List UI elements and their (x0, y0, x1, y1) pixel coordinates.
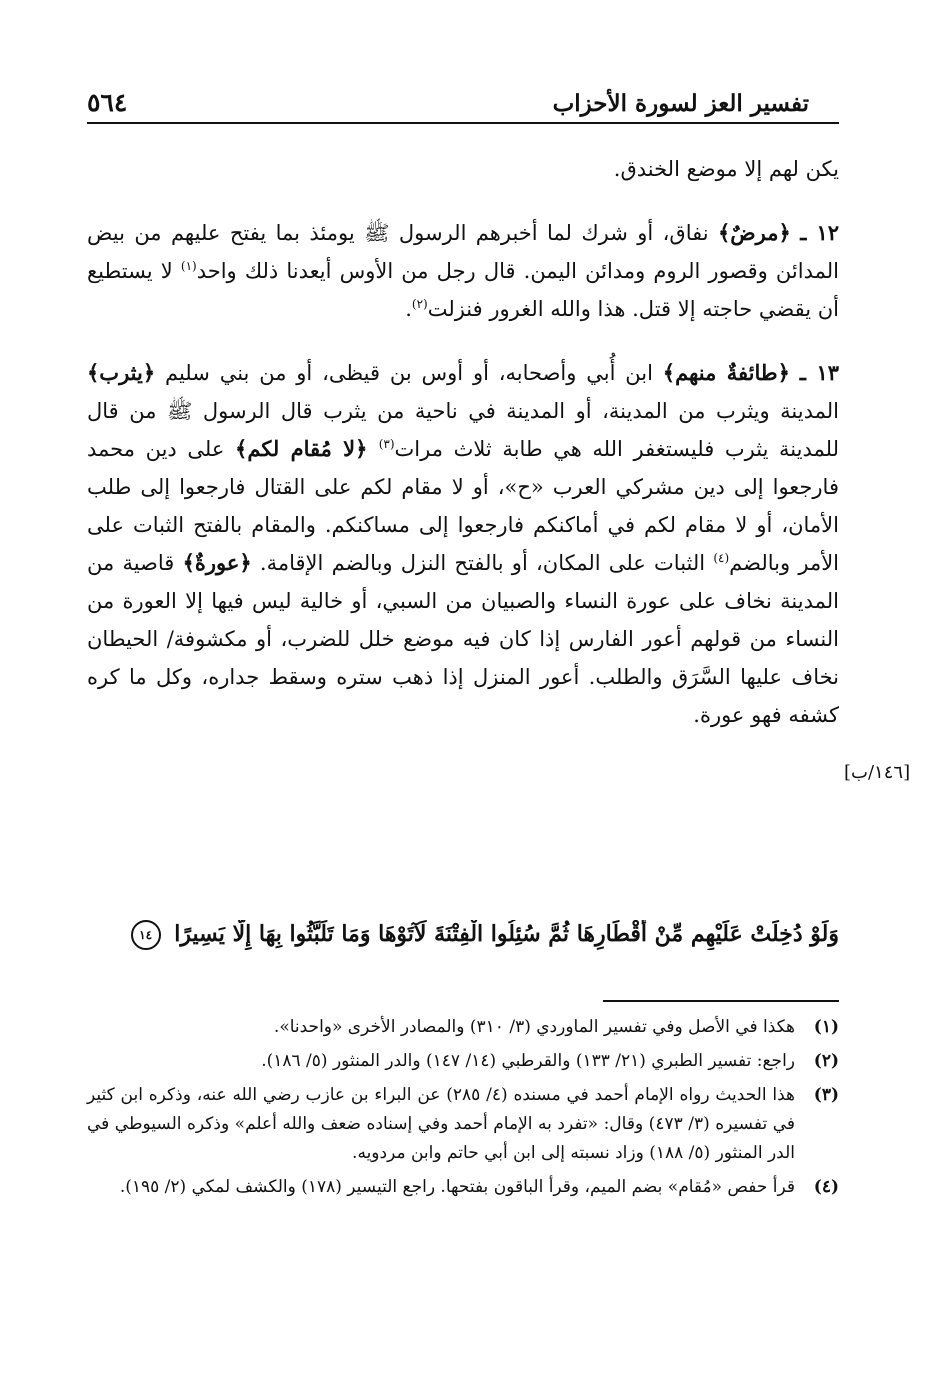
page-header (87, 84, 839, 124)
keyword-yathrib: ﴿يثرب﴾ (87, 360, 156, 385)
footnote-ref-1[interactable]: (١) (180, 259, 197, 273)
verse-number-mark: ١٤ (131, 920, 161, 950)
body-text (87, 150, 839, 734)
footnote-ref-3[interactable]: (٣) (378, 437, 395, 451)
paragraph-text: المدينة ويثرب من المدينة، أو المدينة في ناحية من يثرب قال الرسول ﷺ من قال للمدينة يثرب فليستغفر الله هي طابة ثلاث مرات (87, 399, 840, 461)
footnote-4 (87, 1173, 839, 1202)
paragraph-text: لا يستطيع أن يقضي حاجته إلا قتل. هذا والله الغرور فنزلت (87, 259, 839, 321)
quran-verse (87, 920, 839, 950)
footnote-separator (603, 1000, 839, 1002)
footnote-number: (٣) (813, 1085, 839, 1105)
paragraph-text: ابن أُبي وأصحابه، أو أوس بن قيظى، أو من بني سليم (155, 361, 663, 385)
keyword-taifa: ﴿طائفةٌ منهم﴾ (662, 360, 790, 385)
keyword-awra: ﴿عورةٌ﴾ (182, 550, 252, 575)
paragraph-text: نفاق، أو شرك لما أخبرهم الرسول ﷺ يومئذ بما يفتح عليهم من بيض المدائن وقصور الروم ومدائن اليمن. قال رجل من الأوس أيعدنا ذلك واحد (87, 221, 839, 283)
paragraph-13 (87, 354, 839, 734)
footnote-2 (87, 1047, 839, 1076)
page-number: ٥٦٤ (87, 88, 128, 117)
footnote-text: قرأ حفص «مُقام» بضم الميم، وقرأ الباقون بفتحها. راجع التيسير (١٧٨) والكشف لمكي (٢/ ١٩٥). (119, 1177, 795, 1197)
paragraph-text: . (405, 297, 412, 321)
footnote-text: هذا الحديث رواه الإمام أحمد في مسنده (٤/ ٢٨٥) عن البراء بن عازب رضي الله عنه، وذكره ابن كثير في تفسيره (٣/ ٤٧٣) وقال: «تفرد به الإمام أحمد وفي إسناده ضعف والله أعلم» وذكره السيوطي في الدر المنثور (٥/ ١٨٨) وزاد نسبته إلى ابن أبي حاتم وابن مردويه. (87, 1085, 796, 1163)
paragraph-text: الثبات على المكان، أو بالفتح النزل وبالضم الإقامة. (251, 551, 714, 575)
paragraph-number: ١٣ ـ (799, 360, 839, 385)
paragraph-text: على دين محمد فارجعوا إلى دين مشركي العرب «ح»، أو لا مقام لكم على القتال فارجعوا إلى طلب الأمان، أو لا مقام لكم في أماكنكم فارجعوا إلى مساكنكم. والمقام بالفتح الثبات على الأمر وبالضم (87, 437, 839, 575)
paragraph-text: قاصية من المدينة نخاف على عورة النساء والصبيان من السبي، أو خالية ليس فيها إلا العورة من النساء من قولهم أعور الفارس إذا كان فيه موضع خلل للضرب، أو مكشوفة/ الحيطان نخاف عليها السَّرَق والطلب. أعور المنزل إذا ذهب ستره وسقط جداره، وكل ما كره كشفه فهو عورة. (87, 551, 839, 727)
keyword-la-muqam: ﴿لا مُقام لكم﴾ (235, 436, 379, 461)
footnotes (87, 1013, 839, 1207)
paragraph-continuation: يكن لهم إلا موضع الخندق. (613, 157, 839, 181)
footnote-ref-4[interactable]: (٤) (713, 551, 730, 565)
footnote-1 (87, 1013, 839, 1042)
footnote-ref-2[interactable]: (٢) (411, 297, 428, 311)
paragraph-number: ١٢ ـ (800, 220, 840, 245)
footnote-number: (١) (813, 1017, 839, 1037)
verse-text: وَلَوْ دُخِلَتْ عَلَيْهِم مِّنْ أَقْطَارِهَا ثُمَّ سُئِلُوا الْفِتْنَةَ لَآتَوْهَا وَمَا تَلَبَّثُوا بِهَا إِلَّا يَسِيرًا (174, 921, 839, 947)
paragraph-12 (87, 214, 839, 328)
manuscript-folio-note: [١٤٦/ب] (844, 762, 911, 783)
footnote-3 (87, 1081, 839, 1168)
footnote-text: هكذا في الأصل وفي تفسير الماوردي (٣/ ٣١٠) والمصادر الأخرى «واحدنا». (273, 1017, 795, 1037)
running-title: تفسير العز لسورة الأحزاب (552, 90, 809, 117)
keyword-marad: ﴿مرضٌ﴾ (717, 220, 791, 245)
footnote-text: راجع: تفسير الطبري (٢١/ ١٣٣) والقرطبي (١٤/ ١٤٧) والدر المنثور (٥/ ١٨٦). (261, 1051, 795, 1071)
footnote-number: (٢) (813, 1051, 839, 1071)
footnote-number: (٤) (813, 1177, 839, 1197)
